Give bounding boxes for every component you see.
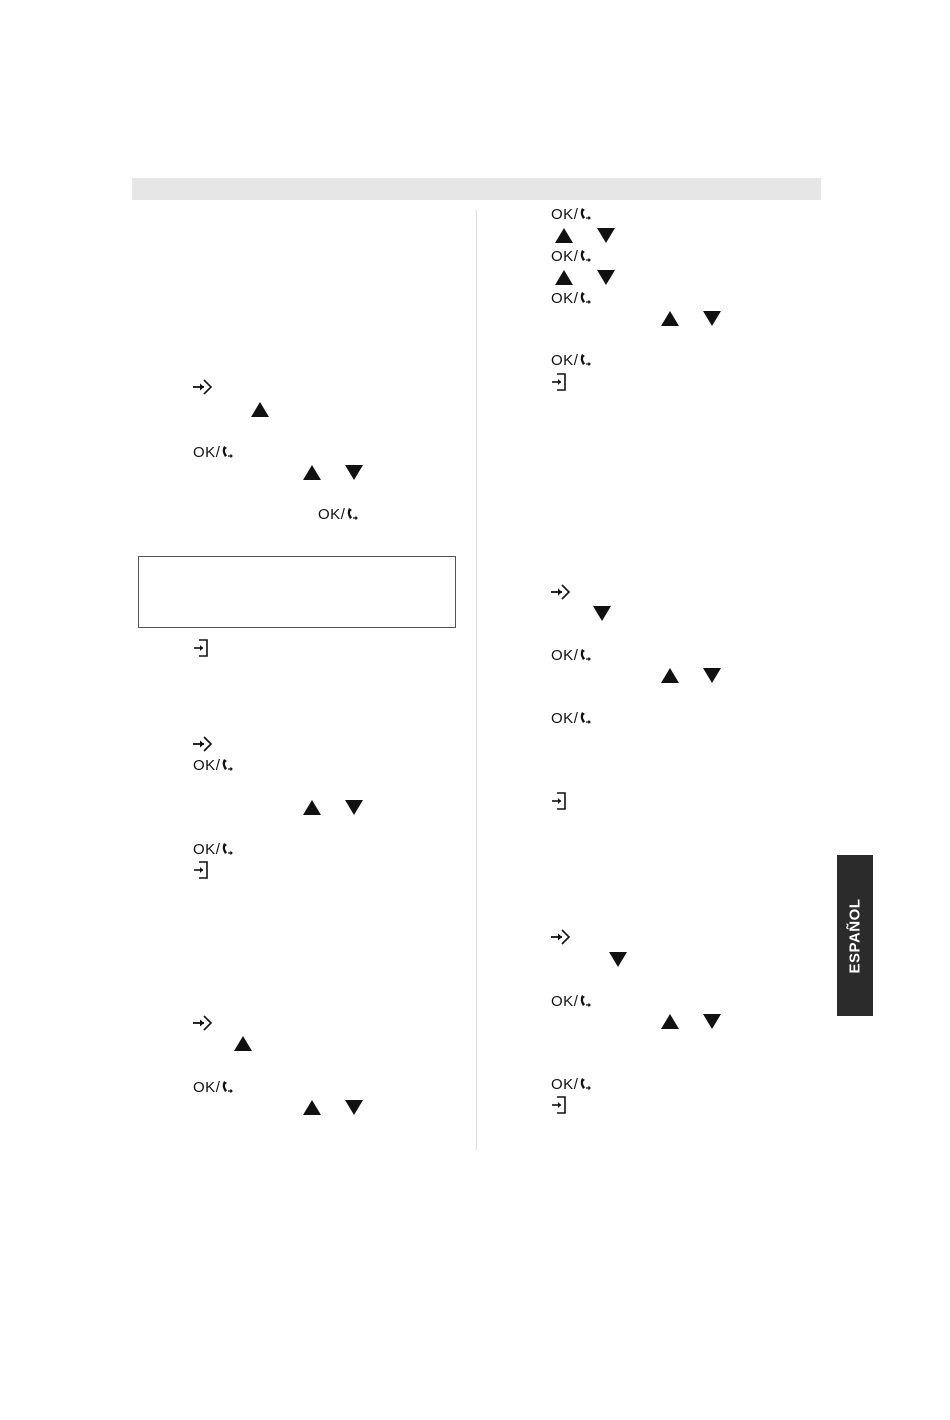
down-arrow-icon: [609, 952, 627, 967]
handset-call-icon: [221, 1080, 233, 1094]
ok-call-key: [551, 1077, 591, 1093]
ok-call-key: [193, 842, 233, 858]
handset-call-icon: [221, 758, 233, 772]
menu-enter-icon: [192, 1014, 214, 1032]
language-tab: [837, 855, 873, 1016]
ok-call-key: [193, 758, 233, 774]
exit-back-icon: [193, 639, 209, 657]
ok-call-key: [551, 353, 591, 369]
handset-call-icon: [579, 207, 591, 221]
ok-separator: /: [573, 206, 578, 223]
ok-label: OK: [551, 710, 574, 727]
ok-separator: /: [573, 993, 578, 1010]
ok-label: OK: [551, 206, 574, 223]
up-arrow-icon: [661, 1014, 679, 1029]
down-arrow-icon: [345, 1100, 363, 1115]
down-arrow-icon: [703, 668, 721, 683]
exit-back-icon: [551, 373, 567, 391]
ok-call-key: [551, 994, 591, 1010]
exit-back-icon: [551, 792, 567, 810]
ok-call-key: [551, 291, 591, 307]
ok-call-key: [193, 445, 233, 461]
ok-separator: /: [573, 248, 578, 265]
up-arrow-icon: [661, 311, 679, 326]
ok-call-key: [318, 507, 358, 523]
ok-separator: /: [215, 444, 220, 461]
up-arrow-icon: [234, 1036, 252, 1051]
ok-label: OK: [551, 352, 574, 369]
ok-call-key: [551, 711, 591, 727]
language-tab-label: ESPAÑOL: [846, 898, 864, 973]
ok-separator: /: [573, 1076, 578, 1093]
ok-call-key: [551, 207, 591, 223]
down-arrow-icon: [345, 800, 363, 815]
up-arrow-icon: [303, 1100, 321, 1115]
menu-enter-icon: [192, 378, 214, 396]
ok-separator: /: [340, 506, 345, 523]
ok-label: OK: [193, 1079, 216, 1096]
up-arrow-icon: [251, 402, 269, 417]
ok-separator: /: [573, 352, 578, 369]
menu-enter-icon: [550, 583, 572, 601]
ok-separator: /: [215, 757, 220, 774]
ok-separator: /: [573, 647, 578, 664]
exit-back-icon: [551, 1096, 567, 1114]
ok-separator: /: [573, 710, 578, 727]
handset-call-icon: [579, 353, 591, 367]
down-arrow-icon: [703, 1014, 721, 1029]
ok-label: OK: [193, 841, 216, 858]
note-box: [138, 556, 456, 628]
ok-label: OK: [551, 647, 574, 664]
ok-label: OK: [193, 444, 216, 461]
ok-label: OK: [318, 506, 341, 523]
handset-call-icon: [579, 1077, 591, 1091]
up-arrow-icon: [303, 800, 321, 815]
handset-call-icon: [579, 291, 591, 305]
ok-label: OK: [193, 757, 216, 774]
ok-separator: /: [215, 1079, 220, 1096]
down-arrow-icon: [703, 311, 721, 326]
ok-call-key: [193, 1080, 233, 1096]
handset-call-icon: [579, 994, 591, 1008]
up-arrow-icon: [303, 465, 321, 480]
handset-call-icon: [579, 648, 591, 662]
up-arrow-icon: [555, 228, 573, 243]
up-arrow-icon: [661, 668, 679, 683]
section-header-bar: [132, 178, 821, 200]
ok-call-key: [551, 648, 591, 664]
ok-label: OK: [551, 248, 574, 265]
handset-call-icon: [221, 842, 233, 856]
handset-call-icon: [579, 249, 591, 263]
down-arrow-icon: [593, 606, 611, 621]
ok-label: OK: [551, 1076, 574, 1093]
down-arrow-icon: [345, 465, 363, 480]
ok-label: OK: [551, 290, 574, 307]
handset-call-icon: [346, 507, 358, 521]
column-divider: [476, 210, 477, 1150]
ok-label: OK: [551, 993, 574, 1010]
exit-back-icon: [193, 861, 209, 879]
menu-enter-icon: [192, 735, 214, 753]
down-arrow-icon: [597, 228, 615, 243]
handset-call-icon: [579, 711, 591, 725]
ok-call-key: [551, 249, 591, 265]
handset-call-icon: [221, 445, 233, 459]
ok-separator: /: [215, 841, 220, 858]
down-arrow-icon: [597, 270, 615, 285]
up-arrow-icon: [555, 270, 573, 285]
menu-enter-icon: [550, 928, 572, 946]
ok-separator: /: [573, 290, 578, 307]
